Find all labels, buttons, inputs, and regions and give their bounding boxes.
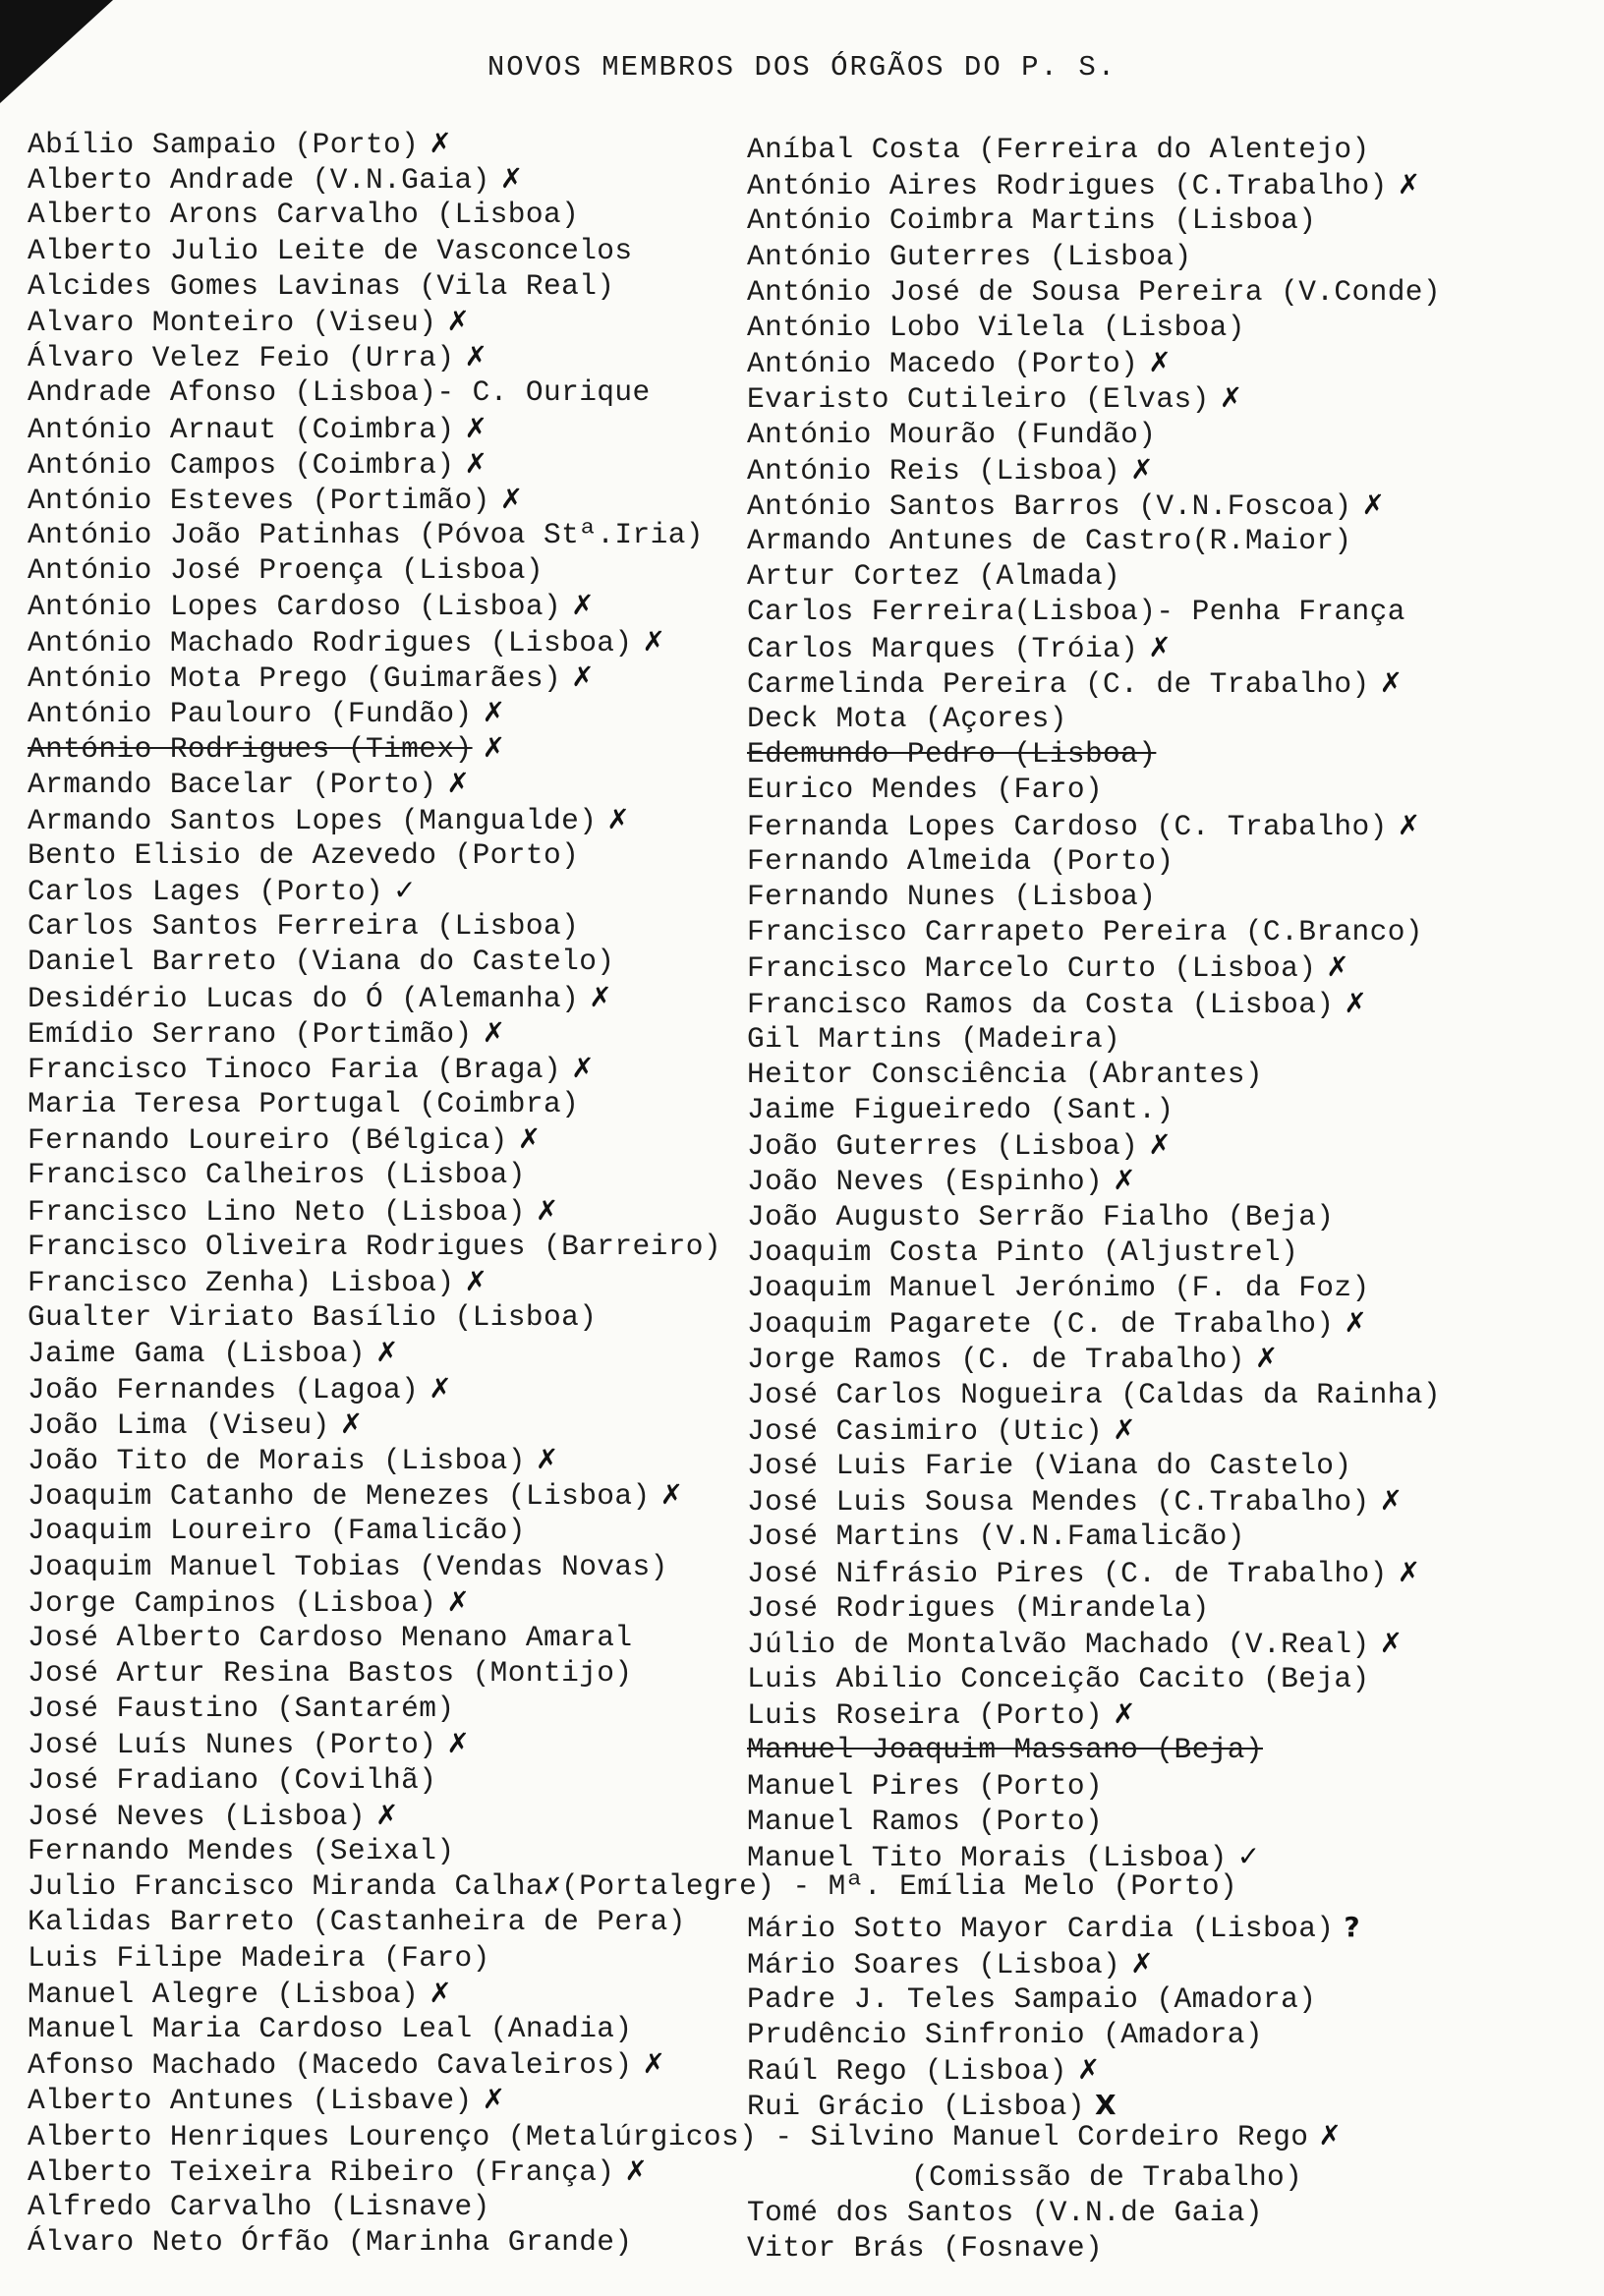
entry-text: Manuel Tito Morais (Lisboa) — [747, 1841, 1228, 1874]
entry-text: Gualter Viriato Basílio (Lisboa) — [28, 1300, 598, 1335]
handwritten-mark-icon: ✗ — [1344, 986, 1368, 1019]
handwritten-mark-icon: ✗ — [1326, 950, 1350, 984]
entry-text: António Lopes Cardoso (Lisboa) — [28, 590, 562, 624]
handwritten-mark-icon: ✗ — [374, 1798, 399, 1831]
entry-text: Raúl Rego (Lisboa) — [747, 2054, 1067, 2089]
entry-text: José Luis Farie (Viana do Castelo) — [747, 1448, 1352, 1482]
name-entry — [747, 701, 1451, 736]
handwritten-mark-icon: ✗ — [1318, 2118, 1343, 2152]
entry-text: Fernando Loureiro (Bélgica) — [28, 1123, 508, 1158]
name-entry — [747, 1661, 1451, 1696]
entry-text: Jaime Figueiredo (Sant.) — [747, 1093, 1174, 1127]
handwritten-mark-icon: ✗ — [1379, 1484, 1404, 1518]
handwritten-mark-icon: ✗ — [446, 304, 471, 337]
entry-text: António Santos Barros (V.N.Foscoa) — [747, 488, 1352, 523]
name-entry — [747, 2088, 1451, 2123]
entry-text: Manuel Joaquim Massano (Beja) — [747, 1733, 1263, 1767]
handwritten-mark-icon: ✗ — [464, 340, 488, 373]
handwritten-mark-icon: ✗ — [446, 1584, 471, 1618]
entry-text: Joaquim Loureiro (Famalicão) — [28, 1514, 526, 1548]
name-entry — [747, 380, 1451, 416]
entry-text: Alberto Antunes (Lisbave) — [28, 2084, 473, 2118]
name-entry — [747, 1163, 1451, 1198]
entry-text: José Fradiano (Covilhã) — [28, 1762, 437, 1797]
entry-text: António Campos (Coimbra) — [28, 447, 455, 482]
handwritten-mark-icon: ✗ — [1397, 1555, 1421, 1588]
entry-text: Francisco Calheiros (Lisboa) — [28, 1158, 526, 1192]
handwritten-mark-icon: ✗ — [1379, 665, 1404, 699]
handwritten-mark-icon: ✗ — [339, 1406, 364, 1440]
entry-text: Mário Sotto Mayor Cardia (Lisboa) — [747, 1912, 1335, 1946]
entry-text: Luis Roseira (Porto) — [747, 1698, 1104, 1733]
entry-text: António Macedo (Porto) — [747, 347, 1139, 381]
name-entry — [747, 274, 1451, 310]
name-entry — [747, 879, 1451, 914]
name-entry — [747, 1768, 1451, 1804]
handwritten-mark-icon: ✗ — [1113, 1412, 1136, 1446]
entry-text: Joaquim Costa Pinto (Aljustrel) — [747, 1234, 1299, 1269]
name-entry — [747, 1696, 1451, 1732]
name-entry — [747, 1910, 1451, 1945]
name-entry — [747, 2195, 1451, 2230]
handwritten-mark-icon: ✗ — [642, 624, 666, 658]
entry-text: Fernando Almeida (Porto) — [747, 843, 1174, 878]
entry-text: Armando Antunes de Castro(R.Maior) — [747, 524, 1352, 558]
name-entry — [747, 914, 1451, 949]
entry-text: José Luis Sousa Mendes (C.Trabalho) — [747, 1485, 1370, 1520]
entry-text: João Guterres (Lisboa) — [747, 1129, 1139, 1164]
name-entry — [747, 1341, 1451, 1376]
entry-text: Deck Mota (Açores) — [747, 702, 1067, 735]
entry-text: Armando Bacelar (Porto) — [28, 768, 437, 802]
handwritten-mark-icon: ✗ — [482, 2083, 506, 2116]
name-entry — [747, 310, 1451, 345]
name-entry — [747, 523, 1451, 558]
entry-text: António Esteves (Portimão) — [28, 483, 490, 517]
entry-text: Joaquim Catanho de Menezes (Lisboa) — [28, 1479, 651, 1514]
handwritten-mark-icon: ✗ — [1113, 1164, 1136, 1197]
name-entry — [747, 594, 1451, 629]
entry-text: Manuel Pires (Porto) — [747, 1768, 1104, 1803]
name-entry — [747, 239, 1451, 274]
name-entry — [747, 2052, 1451, 2088]
entry-text: António Aires Rodrigues (C.Trabalho) — [747, 169, 1388, 203]
entry-text: António Machado Rodrigues (Lisboa) — [28, 625, 633, 660]
name-entry — [747, 949, 1451, 985]
name-entry — [747, 1590, 1451, 1626]
entry-text: Carmelinda Pereira (C. de Trabalho) — [747, 666, 1370, 701]
handwritten-mark-icon: ✗ — [464, 411, 488, 444]
entry-text: Prudêncio Sinfronio (Amadora) — [747, 2017, 1263, 2051]
handwritten-mark-icon: ✗ — [1397, 168, 1421, 201]
entry-text: Alvaro Monteiro (Viseu) — [28, 305, 437, 339]
handwritten-mark-icon: ✗ — [1130, 1946, 1155, 1980]
name-entry — [747, 2159, 1451, 2195]
handwritten-mark-icon: ? — [1344, 1911, 1361, 1944]
entry-text: Francisco Marcelo Curto (Lisboa) — [747, 951, 1317, 986]
name-entry — [747, 1092, 1451, 1127]
entry-text: João Lima (Viseu) — [28, 1407, 330, 1442]
entry-text: Álvaro Velez Feio (Urra) — [28, 341, 455, 375]
entry-text: Julio Francisco Miranda Calha✗(Portalegre) - Mª. Emília Melo (Porto) — [28, 1869, 1238, 1904]
entry-text: Luis Filipe Madeira (Faro) — [28, 1940, 490, 1975]
name-entry — [747, 1270, 1451, 1305]
entry-text: Jorge Ramos (C. de Trabalho) — [747, 1343, 1245, 1377]
name-entry — [747, 1839, 1451, 1874]
entry-text: Francisco Ramos da Costa (Lisboa) — [747, 987, 1335, 1021]
entry-text: Afonso Machado (Macedo Cavaleiros) — [28, 2048, 633, 2083]
entry-text: Carlos Lages (Porto) — [28, 874, 384, 908]
entry-text: Abílio Sampaio (Porto) — [28, 128, 420, 161]
entry-text: Daniel Barreto (Viana do Castelo) — [28, 945, 615, 979]
handwritten-mark-icon: ✗ — [499, 482, 524, 515]
entry-text: António Arnaut (Coimbra) — [28, 412, 455, 446]
entry-text: Fernanda Lopes Cardoso (C. Trabalho) — [747, 809, 1388, 843]
handwritten-mark-icon: ✓ — [393, 873, 417, 906]
entry-text: Desidério Lucas do Ó (Alemanha) — [28, 981, 580, 1015]
handwritten-mark-icon: ✗ — [1254, 1342, 1279, 1375]
handwritten-mark-icon: ✗ — [1076, 2053, 1101, 2087]
entry-text: João Neves (Espinho) — [747, 1165, 1104, 1199]
handwritten-mark-icon: ✗ — [464, 446, 488, 480]
entry-text: Heitor Consciência (Abrantes) — [747, 1057, 1263, 1091]
entry-text: João Tito de Morais (Lisboa) — [28, 1443, 526, 1477]
handwritten-mark-icon: ✗ — [1361, 488, 1386, 521]
name-entry — [747, 488, 1451, 523]
entry-text: António José Proença (Lisboa) — [28, 553, 544, 588]
name-entry — [747, 202, 1451, 238]
handwritten-mark-icon: ✗ — [1344, 1306, 1368, 1340]
entry-text: José Alberto Cardoso Menano Amaral — [28, 1620, 633, 1654]
name-entry — [747, 2124, 1451, 2159]
name-entry — [747, 452, 1451, 488]
entry-text: Mário Soares (Lisboa) — [747, 1947, 1121, 1981]
entry-text: Manuel Alegre (Lisboa) — [28, 1977, 420, 2011]
entry-text: Álvaro Neto Órfão (Marinha Grande) — [28, 2225, 633, 2260]
name-entry — [747, 1946, 1451, 1981]
entry-text: Andrade Afonso (Lisboa)- C. Ourique — [28, 375, 651, 410]
handwritten-mark-icon: ✗ — [499, 162, 524, 196]
name-entry — [747, 345, 1451, 380]
name-entry — [747, 665, 1451, 701]
name-entry — [747, 1555, 1451, 1590]
handwritten-mark-icon: ✗ — [482, 731, 506, 765]
handwritten-mark-icon: ✗ — [1397, 808, 1421, 841]
entry-text: Alcides Gomes Lavinas (Vila Real) — [28, 268, 615, 303]
entry-text: Alfredo Carvalho (Lisnave) — [28, 2189, 490, 2223]
entry-text: Emídio Serrano (Portimão) — [28, 1016, 473, 1051]
name-entry — [747, 630, 1451, 665]
name-entry — [747, 1377, 1451, 1412]
handwritten-mark-icon: ✗ — [1219, 381, 1243, 415]
entry-text: Evaristo Cutileiro (Elvas) — [747, 382, 1210, 417]
entry-text: Joaquim Pagarete (C. de Trabalho) — [747, 1307, 1335, 1342]
entry-text: Gil Martins (Madeira) — [747, 1021, 1121, 1056]
name-entry — [747, 1804, 1451, 1839]
handwritten-mark-icon: ✗ — [517, 1122, 542, 1156]
entry-text: José Nifrásio Pires (C. de Trabalho) — [747, 1556, 1388, 1590]
name-entry — [747, 843, 1451, 879]
entry-text: Francisco Lino Neto (Lisboa) — [28, 1194, 526, 1229]
entry-text: António Lobo Vilela (Lisboa) — [747, 310, 1245, 344]
name-entry — [747, 1448, 1451, 1483]
entry-text: José Faustino (Santarém) — [28, 1692, 455, 1726]
entry-text: Francisco Oliveira Rodrigues (Barreiro) — [28, 1229, 722, 1263]
handwritten-mark-icon: ✗ — [659, 1478, 684, 1512]
entry-text: Carlos Santos Ferreira (Lisboa) — [28, 909, 580, 944]
handwritten-mark-icon: ✗ — [464, 1265, 488, 1297]
entry-text: Padre J. Teles Sampaio (Amadora) — [747, 1981, 1317, 2016]
entry-text: Francisco Carrapeto Pereira (C.Branco) — [747, 915, 1423, 949]
entry-text: António Rodrigues (Timex) — [28, 732, 473, 767]
entry-text: Joaquim Manuel Tobias (Vendas Novas) — [28, 1549, 668, 1583]
name-entry — [747, 167, 1451, 202]
name-entry — [747, 1483, 1451, 1519]
handwritten-mark-icon: ✗ — [1113, 1697, 1136, 1731]
handwritten-mark-icon: ✗ — [624, 2153, 649, 2187]
handwritten-mark-icon: ✗ — [571, 1051, 595, 1084]
entry-text: João Fernandes (Lagoa) — [28, 1372, 420, 1406]
handwritten-mark-icon: ✗ — [1148, 1128, 1173, 1162]
handwritten-mark-icon: ✗ — [571, 589, 595, 622]
handwritten-mark-icon: ✗ — [571, 660, 595, 693]
name-entry — [747, 1732, 1451, 1767]
handwritten-mark-icon: ✗ — [482, 696, 506, 728]
handwritten-mark-icon: ✗ — [589, 980, 613, 1013]
entry-text: Kalidas Barreto (Castanheira de Pera) — [28, 1905, 686, 1939]
entry-text: António Guterres (Lisboa) — [747, 239, 1192, 273]
name-entry — [747, 1519, 1451, 1554]
name-entry — [747, 2230, 1451, 2266]
entry-text: José Martins (V.N.Famalicão) — [747, 1520, 1245, 1554]
name-entry — [747, 1305, 1451, 1341]
entry-text: António José de Sousa Pereira (V.Conde) — [747, 274, 1442, 309]
entry-text: Maria Teresa Portugal (Coimbra) — [28, 1087, 580, 1121]
right-name-column — [747, 132, 1451, 2266]
name-entry — [747, 1412, 1451, 1448]
entry-text: José Rodrigues (Mirandela) — [747, 1590, 1210, 1625]
entry-text: António Coimbra Martins (Lisboa) — [747, 203, 1317, 238]
entry-text: Luis Abilio Conceição Cacito (Beja) — [747, 1662, 1370, 1696]
entry-text: Alberto Henriques Lourenço (Metalúrgicos) - Silvino Manuel Cordeiro Rego — [28, 2119, 1309, 2153]
name-entry — [747, 417, 1451, 452]
entry-text: Jorge Campinos (Lisboa) — [28, 1585, 437, 1620]
entry-text: Alberto Arons Carvalho (Lisboa) — [28, 198, 580, 232]
handwritten-mark-icon: ✗ — [429, 127, 453, 159]
handwritten-mark-icon: ✗ — [1130, 452, 1155, 486]
name-entry — [747, 1021, 1451, 1057]
name-entry — [747, 1234, 1451, 1270]
entry-text: Armando Santos Lopes (Mangualde) — [28, 803, 598, 837]
handwritten-mark-icon: ✗ — [535, 1442, 559, 1475]
entry-text: Francisco Zenha) Lisboa) — [28, 1266, 455, 1299]
entry-text: Fernando Mendes (Seixal) — [28, 1834, 455, 1867]
entry-text: José Artur Resina Bastos (Montijo) — [28, 1656, 633, 1691]
handwritten-mark-icon: ✗ — [429, 1371, 453, 1405]
entry-text: José Casimiro (Utic) — [747, 1413, 1104, 1448]
handwritten-mark-icon: ✗ — [1148, 630, 1173, 663]
entry-text: Manuel Ramos (Porto) — [747, 1804, 1104, 1838]
name-entry — [747, 986, 1451, 1021]
handwritten-mark-icon: ✗ — [642, 2047, 666, 2081]
name-entry — [747, 772, 1451, 807]
entry-text: Bento Elisio de Azevedo (Porto) — [28, 837, 580, 872]
handwritten-mark-icon: ✗ — [374, 1336, 399, 1369]
entry-text: (Comissão de Trabalho) — [911, 2159, 1303, 2194]
entry-text: Carlos Marques (Tróia) — [747, 631, 1139, 665]
entry-text: Alberto Julio Leite de Vasconcelos — [28, 233, 633, 267]
name-entry — [747, 1874, 1451, 1910]
entry-text: António João Patinhas (Póvoa Stª.Iria) — [28, 518, 704, 552]
name-entry — [747, 1199, 1451, 1234]
handwritten-mark-icon: ✗ — [429, 1976, 453, 2009]
entry-text: António Mourão (Fundão) — [747, 417, 1157, 451]
entry-text: José Luís Nunes (Porto) — [28, 1728, 437, 1762]
entry-text: Edemundo Pedro (Lisboa) — [747, 737, 1157, 772]
handwritten-mark-icon: ✗ — [1379, 1626, 1404, 1659]
name-entry — [747, 132, 1451, 167]
entry-text: Francisco Tinoco Faria (Braga) — [28, 1052, 562, 1086]
entry-text: José Neves (Lisboa) — [28, 1799, 366, 1833]
entry-text: Júlio de Montalvão Machado (V.Real) — [747, 1627, 1370, 1661]
name-entry — [747, 1127, 1451, 1163]
entry-text: Joaquim Manuel Jerónimo (F. da Foz) — [747, 1271, 1370, 1304]
name-entry — [747, 558, 1451, 594]
name-entry — [747, 1626, 1451, 1661]
handwritten-mark-icon: ✗ — [446, 1727, 471, 1760]
handwritten-mark-icon: X — [1094, 2089, 1117, 2122]
entry-text: João Augusto Serrão Fialho (Beja) — [747, 1199, 1335, 1234]
document-title: NOVOS MEMBROS DOS ÓRGÃOS DO P. S. — [487, 51, 1117, 84]
entry-text: António Mota Prego (Guimarães) — [28, 660, 562, 695]
entry-text: Artur Cortez (Almada) — [747, 559, 1121, 594]
handwritten-mark-icon: ✗ — [606, 802, 631, 835]
entry-text: Jaime Gama (Lisboa) — [28, 1337, 366, 1371]
handwritten-mark-icon: ✗ — [1148, 346, 1173, 379]
entry-text: Tomé dos Santos (V.N.de Gaia) — [747, 2195, 1263, 2229]
entry-text: José Carlos Nogueira (Caldas da Rainha) — [747, 1377, 1442, 1411]
name-entry — [747, 2017, 1451, 2052]
entry-text: António Paulouro (Fundão) — [28, 697, 473, 730]
entry-text: Alberto Andrade (V.N.Gaia) — [28, 163, 490, 198]
entry-text: Vitor Brás (Fosnave) — [747, 2231, 1104, 2266]
entry-text: António Reis (Lisboa) — [747, 453, 1121, 488]
entry-text: Eurico Mendes (Faro) — [747, 773, 1104, 807]
name-entry — [747, 1057, 1451, 1092]
handwritten-mark-icon: ✗ — [535, 1193, 559, 1227]
entry-text: Rui Grácio (Lisboa) — [747, 2090, 1085, 2124]
entry-text: Aníbal Costa (Ferreira do Alentejo) — [747, 133, 1370, 166]
entry-text: Carlos Ferreira(Lisboa)- Penha França — [747, 595, 1405, 629]
entry-text: Fernando Nunes (Lisboa) — [747, 879, 1157, 913]
name-entry — [747, 808, 1451, 843]
name-entry — [747, 736, 1451, 772]
handwritten-mark-icon: ✗ — [446, 767, 471, 800]
handwritten-mark-icon: ✗ — [482, 1015, 506, 1049]
entry-text: Manuel Maria Cardoso Leal (Anadia) — [28, 2011, 633, 2045]
entry-text: Alberto Teixeira Ribeiro (França) — [28, 2154, 615, 2189]
name-entry — [747, 1981, 1451, 2017]
handwritten-mark-icon: ✓ — [1236, 1840, 1261, 1872]
